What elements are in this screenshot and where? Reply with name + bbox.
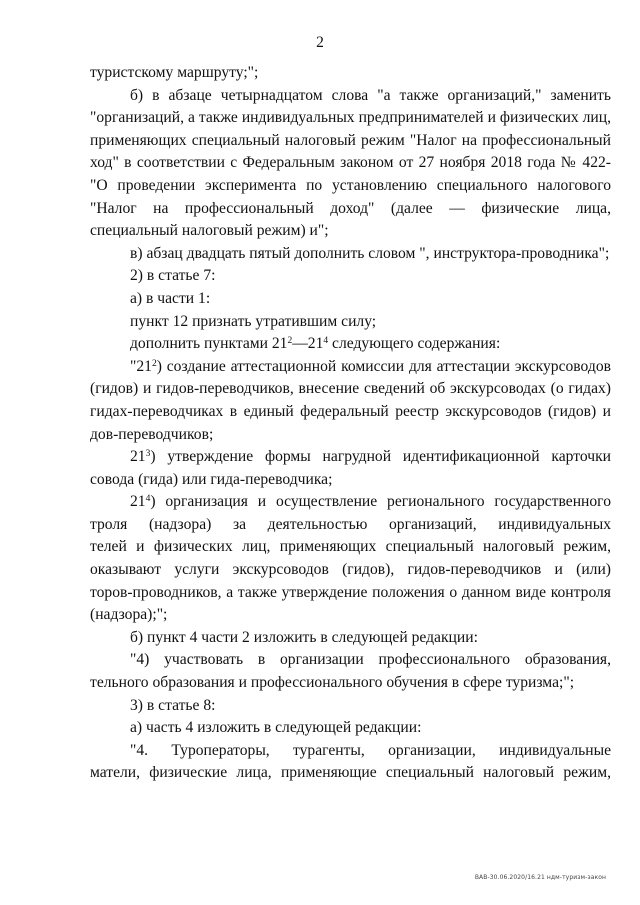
superscript: 4 [323, 336, 329, 347]
text-line: "О проведении эксперимента по установлению специального налогового [90, 176, 611, 194]
text-fragment: 21 [130, 493, 146, 511]
document-code-footer: ВАВ-30.06.2020/16.21 ндм-туризм-закон [474, 874, 606, 881]
text-line: "Налог на профессиональный доход" (далее — физические лица, [90, 199, 611, 217]
text-line: совода (гида) или гида-переводчика; [90, 470, 333, 488]
superscript: 2 [287, 336, 293, 347]
text-line: в) абзац двадцать пятый дополнить словом ", инструктора-проводника"; [130, 244, 610, 262]
text-line [90, 446, 611, 469]
superscript: 3 [145, 449, 151, 460]
text-line: дов-переводчиков; [90, 425, 214, 443]
text-line: б) пункт 4 части 2 изложить в следующей редакции: [130, 628, 478, 646]
text-line: "4) участвовать в организации профессионального образования, [130, 651, 611, 669]
text-line: 2) в статье 7: [130, 267, 216, 285]
text-line [90, 491, 611, 514]
superscript: 2 [151, 358, 157, 369]
text-fragment: дополнить пунктами 21 [130, 335, 288, 353]
text-line: "4. Туроператоры, турагенты, организации, индивидуальные [130, 741, 611, 759]
text-line: пункт 12 признать утратившим силу; [130, 312, 377, 330]
text-fragment: —21 [292, 335, 324, 353]
text-line: а) часть 4 изложить в следующей редакции: [130, 719, 422, 737]
page-number: 2 [316, 34, 324, 51]
text-line: туристскому маршруту;"; [90, 64, 259, 81]
text-line: "организаций, а также индивидуальных предпринимателей и физических лиц, [90, 109, 611, 127]
text-line [90, 356, 611, 379]
text-fragment: ) утверждение формы нагрудной идентификационной карточки [150, 448, 611, 466]
text-fragment: "21 [130, 357, 152, 375]
text-line: торов-проводников, а также утверждение положения о данном виде контроля [90, 583, 611, 601]
text-fragment: ) создание аттестационной комиссии для аттестации экскурсоводов [156, 357, 611, 375]
text-fragment: ) организация и осуществление регионального государственного [150, 493, 611, 511]
text-line: ход" в соответствии с Федеральным законом от 27 ноября 2018 года № 422- [90, 154, 611, 172]
text-fragment: следующего содержания: [328, 335, 501, 353]
text-line: (гидов) и гидов-переводчиков, внесение сведений об экскурсоводах (о гидах) [90, 380, 611, 398]
text-line: тельного образования и профессионального обучения в сфере туризма;"; [90, 674, 575, 692]
superscript: 4 [145, 494, 151, 505]
text-line: специальный налоговый режим) и"; [90, 222, 329, 240]
text-line: применяющих специальный налоговый режим "Налог на профессиональный [90, 131, 611, 149]
text-line: телей и физических лиц, применяющих специальный налоговый режим, [90, 538, 611, 556]
text-line: троля (надзора) за деятельностью организаций, индивидуальных [90, 515, 611, 533]
text-line: б) в абзаце четырнадцатом слова "а также организаций," заменить [130, 86, 611, 104]
text-line: оказывают услуги экскурсоводов (гидов), гидов-переводчиков и (или) [90, 561, 611, 579]
text-line: а) в части 1: [130, 289, 211, 307]
text-line [90, 333, 611, 356]
text-line: матели, физические лица, применяющие специальный налоговый режим, [90, 764, 611, 782]
document-body [90, 62, 611, 785]
text-line: (надзора);"; [90, 606, 168, 624]
text-fragment: 21 [130, 448, 146, 466]
text-line: 3) в статье 8: [130, 696, 216, 714]
text-line: гидах-переводчиках в единый федеральный реестр экскурсоводов (гидов) и [90, 402, 611, 420]
